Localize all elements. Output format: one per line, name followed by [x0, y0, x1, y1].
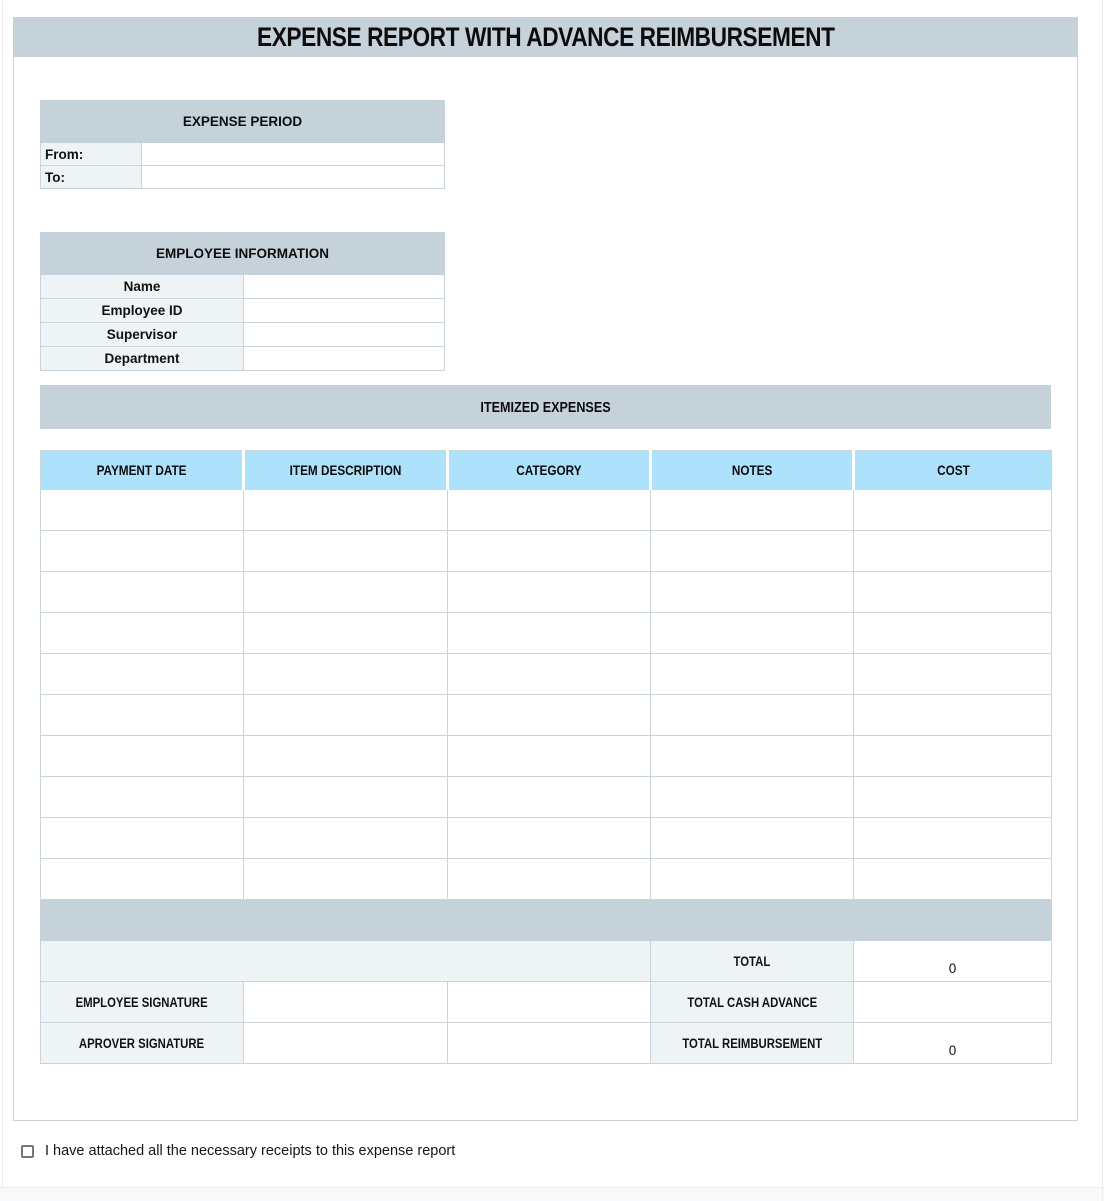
expense-cell[interactable] [41, 736, 244, 777]
expense-cell[interactable] [448, 572, 651, 613]
expense-row [41, 777, 1052, 818]
total-cash-advance-label-cell [651, 982, 854, 1023]
expense-row [41, 736, 1052, 777]
expense-cell[interactable] [41, 613, 244, 654]
expense-row [41, 572, 1052, 613]
summary-spacer-row [41, 900, 1052, 941]
column-header-notes [651, 451, 854, 490]
total-value-cell[interactable]: 0 [854, 941, 1052, 982]
expense-cell[interactable] [448, 777, 651, 818]
expense-cell[interactable] [651, 859, 854, 900]
expense-cell[interactable] [244, 531, 448, 572]
table-row [41, 166, 445, 189]
expense-cell[interactable] [448, 654, 651, 695]
from-label: From: [41, 143, 142, 166]
expense-cell[interactable] [651, 736, 854, 777]
supervisor-value-cell[interactable] [244, 323, 445, 347]
name-label: Name [41, 275, 244, 299]
to-label: To: [41, 166, 142, 189]
total-label: TOTAL [733, 953, 771, 969]
expense-cell[interactable] [448, 613, 651, 654]
expense-row [41, 654, 1052, 695]
aprover-signature-extra-cell[interactable] [448, 1023, 651, 1064]
report-panel [13, 57, 1078, 1121]
expense-cell[interactable] [854, 613, 1052, 654]
expense-cell[interactable] [41, 777, 244, 818]
expense-cell[interactable] [244, 695, 448, 736]
expense-cell[interactable] [244, 654, 448, 695]
expense-cell[interactable] [651, 490, 854, 531]
total-row [41, 941, 1052, 982]
employee-signature-cell[interactable] [244, 982, 448, 1023]
expense-cell[interactable] [448, 695, 651, 736]
column-header-label: NOTES [731, 462, 773, 478]
expense-cell[interactable] [854, 695, 1052, 736]
column-header-label: COST [936, 462, 970, 478]
from-value-cell[interactable] [142, 143, 445, 166]
expense-cell[interactable] [244, 490, 448, 531]
total-cash-advance-label: TOTAL CASH ADVANCE [687, 994, 817, 1010]
expense-cell[interactable] [244, 818, 448, 859]
expense-cell[interactable] [854, 736, 1052, 777]
table-row [41, 323, 445, 347]
total-reimbursement-label-cell [651, 1023, 854, 1064]
total-reimbursement-label: TOTAL REIMBURSEMENT [682, 1035, 822, 1051]
employee-information-header-row [41, 233, 445, 275]
aprover-signature-label: APROVER SIGNATURE [79, 1035, 205, 1051]
department-label: Department [41, 347, 244, 371]
total-label-cell [651, 941, 854, 982]
employee-id-value-cell[interactable] [244, 299, 445, 323]
aprover-signature-label-cell [41, 1023, 244, 1064]
employee-signature-row [41, 982, 1052, 1023]
expense-cell[interactable] [41, 572, 244, 613]
table-row [41, 347, 445, 371]
expense-cell[interactable] [448, 490, 651, 531]
name-value-cell[interactable] [244, 275, 445, 299]
expense-row [41, 818, 1052, 859]
expense-cell[interactable] [651, 572, 854, 613]
expense-row [41, 695, 1052, 736]
page-title: EXPENSE REPORT WITH ADVANCE REIMBURSEMENT [256, 21, 835, 52]
employee-id-label: Employee ID [41, 299, 244, 323]
expense-cell[interactable] [854, 490, 1052, 531]
expense-cell[interactable] [41, 531, 244, 572]
table-row [41, 275, 445, 299]
expense-cell[interactable] [41, 818, 244, 859]
expense-cell[interactable] [448, 531, 651, 572]
column-header-payment-date [41, 451, 244, 490]
expense-cell[interactable] [41, 654, 244, 695]
expense-cell[interactable] [854, 777, 1052, 818]
supervisor-label: Supervisor [41, 323, 244, 347]
itemized-header-row [41, 451, 1052, 490]
column-header-label: CATEGORY [516, 462, 582, 478]
expense-cell[interactable] [244, 572, 448, 613]
expense-cell[interactable] [244, 777, 448, 818]
receipts-checkbox[interactable] [21, 1145, 34, 1158]
expense-cell[interactable] [651, 613, 854, 654]
expense-cell[interactable] [651, 654, 854, 695]
expense-row [41, 859, 1052, 900]
column-header-label: ITEM DESCRIPTION [289, 462, 402, 478]
expense-cell[interactable] [448, 736, 651, 777]
column-header-category [448, 451, 651, 490]
summary-section [41, 900, 1052, 1064]
expense-cell[interactable] [854, 818, 1052, 859]
column-header-cost [854, 451, 1052, 490]
aprover-signature-cell[interactable] [244, 1023, 448, 1064]
total-reimbursement-value-cell[interactable]: 0 [854, 1023, 1052, 1064]
table-row [41, 143, 445, 166]
itemized-expenses-title: ITEMIZED EXPENSES [480, 398, 611, 416]
employee-signature-label: EMPLOYEE SIGNATURE [75, 994, 209, 1010]
expense-cell[interactable] [854, 572, 1052, 613]
summary-spacer [41, 900, 1052, 941]
expense-cell[interactable] [651, 818, 854, 859]
expense-period-header: EXPENSE PERIOD [41, 101, 445, 143]
expense-cell[interactable] [854, 654, 1052, 695]
employee-signature-extra-cell[interactable] [448, 982, 651, 1023]
expense-cell[interactable] [244, 859, 448, 900]
receipts-checkbox-label: I have attached all the necessary receipts to this expense report [45, 1143, 456, 1159]
itemized-expenses-banner [40, 385, 1051, 429]
expense-row [41, 490, 1052, 531]
total-cash-advance-value-cell[interactable] [854, 982, 1052, 1023]
expense-cell[interactable] [651, 777, 854, 818]
page-edge [0, 1187, 1104, 1201]
expense-period-table [40, 100, 445, 189]
total-row-blank-cell [41, 941, 651, 982]
to-value-cell[interactable] [142, 166, 445, 189]
expense-rows [41, 490, 1052, 900]
expense-cell[interactable] [651, 531, 854, 572]
expense-cell[interactable] [41, 859, 244, 900]
receipts-confirmation [21, 1141, 455, 1161]
itemized-expenses-table [40, 450, 1052, 1064]
expense-row [41, 613, 1052, 654]
expense-cell[interactable] [854, 859, 1052, 900]
employee-information-header: EMPLOYEE INFORMATION [41, 233, 445, 275]
expense-cell[interactable] [41, 695, 244, 736]
expense-cell[interactable] [448, 859, 651, 900]
employee-signature-label-cell [41, 982, 244, 1023]
expense-row [41, 531, 1052, 572]
employee-information-table [40, 232, 445, 371]
aprover-signature-row [41, 1023, 1052, 1064]
expense-cell[interactable] [651, 695, 854, 736]
expense-cell[interactable] [448, 818, 651, 859]
expense-cell[interactable] [41, 490, 244, 531]
table-row [41, 299, 445, 323]
column-header-item-description [244, 451, 448, 490]
column-header-label: PAYMENT DATE [96, 462, 187, 478]
expense-cell[interactable] [854, 531, 1052, 572]
expense-cell[interactable] [244, 736, 448, 777]
expense-period-header-row [41, 101, 445, 143]
report-title-bar [13, 17, 1078, 57]
department-value-cell[interactable] [244, 347, 445, 371]
expense-cell[interactable] [244, 613, 448, 654]
